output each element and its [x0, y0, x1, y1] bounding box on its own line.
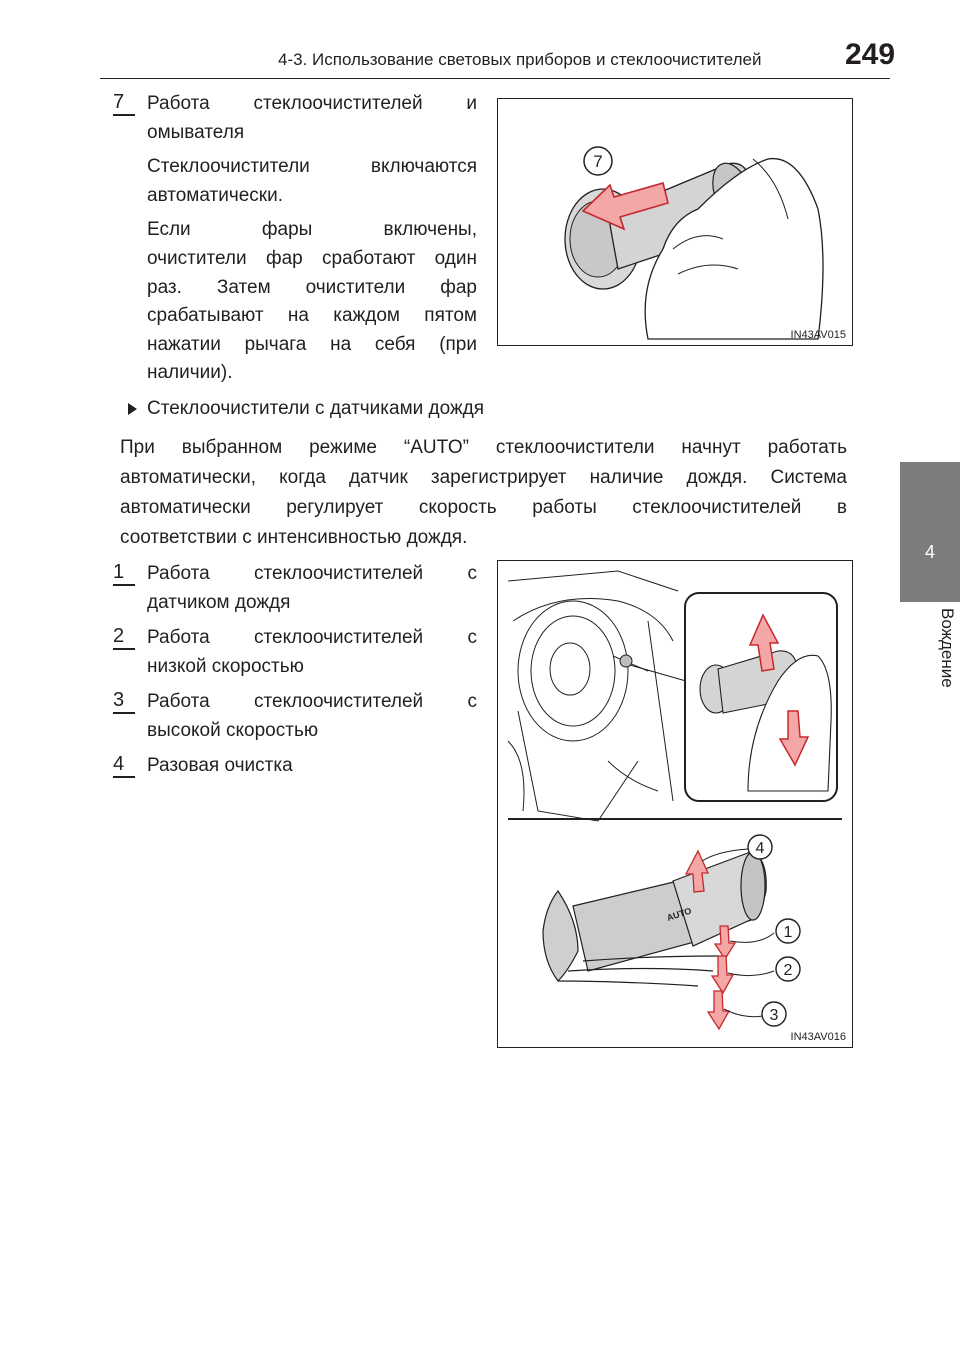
item-line: высокой скоростью	[147, 719, 319, 741]
item-3-text	[147, 688, 477, 745]
item-4-text	[147, 752, 477, 781]
figure-washer-lever	[497, 98, 853, 346]
washer-line: очистители фар сработают один	[147, 247, 477, 269]
chapter-label: Вождение	[938, 608, 957, 688]
item-line: Работа стеклоочистителей с	[147, 627, 477, 648]
section-title: 4-3. Использование световых приборов и стеклоочистителей	[278, 50, 762, 69]
number-4-icon: 4	[113, 754, 135, 778]
washer-line: срабатывают на каждом пятом	[147, 305, 477, 327]
lever-label: AUTO	[665, 905, 693, 923]
figure-code: IN43AV015	[790, 329, 846, 341]
washer-description	[147, 90, 477, 388]
number-7-icon: 7	[113, 92, 135, 116]
washer-line: автоматически.	[147, 184, 283, 206]
chapter-tab	[900, 462, 960, 602]
page-number: 249	[845, 38, 896, 71]
number-2-icon: 2	[113, 626, 135, 650]
callout-2-label: 2	[783, 962, 793, 979]
item-2-text	[147, 624, 477, 681]
number-1-icon: 1	[113, 562, 135, 586]
header-rule	[100, 78, 890, 79]
callout-3-label: 3	[769, 1007, 779, 1024]
low-speed-arrow	[712, 956, 733, 993]
washer-line: Работа стеклоочистителей и	[147, 93, 477, 114]
chapter-number: 4	[924, 542, 935, 562]
washer-line: раз. Затем очистители фар	[147, 276, 477, 298]
rain-sensor-heading	[128, 398, 484, 420]
washer-line: омывателя	[147, 121, 245, 143]
item-line: Работа стеклоочистителей с	[147, 691, 477, 712]
bullet-triangle-icon	[128, 403, 137, 415]
item-line: Разовая очистка	[147, 755, 293, 776]
item-1-text	[147, 560, 477, 617]
rain-sensor-body	[120, 433, 847, 553]
item-line: датчиком дождя	[147, 591, 291, 613]
callout-7-label: 7	[593, 152, 603, 171]
rain-body-line: соответствии с интенсивностью дождя.	[120, 527, 468, 548]
callout-1-label: 1	[783, 924, 793, 941]
washer-line: наличии).	[147, 362, 233, 384]
washer-line: нажатии рычага на себя (при	[147, 333, 477, 355]
callout-4-label: 4	[755, 840, 765, 857]
rain-sensor-heading-text: Стеклоочистители с датчиками дождя	[147, 398, 485, 419]
washer-lever-illustration	[498, 99, 852, 345]
rain-body-line: автоматически регулирует скорость работы стеклоочистителей в	[120, 497, 847, 518]
figure-code: IN43AV016	[790, 1031, 846, 1043]
washer-line: Если фары включены,	[147, 219, 477, 241]
rain-sensor-illustration	[498, 561, 852, 1047]
rain-body-line: При выбранном режиме “AUTO” стеклоочистители начнут работать	[120, 437, 847, 458]
item-line: низкой скоростью	[147, 655, 304, 677]
rain-body-line: автоматически, когда датчик зарегистрирует наличие дождя. Система	[120, 467, 847, 488]
number-3-icon: 3	[113, 690, 135, 714]
item-line: Работа стеклоочистителей с	[147, 563, 477, 584]
washer-line: Стеклоочистители включаются	[147, 156, 477, 178]
figure-rain-sensor-lever	[497, 560, 853, 1048]
